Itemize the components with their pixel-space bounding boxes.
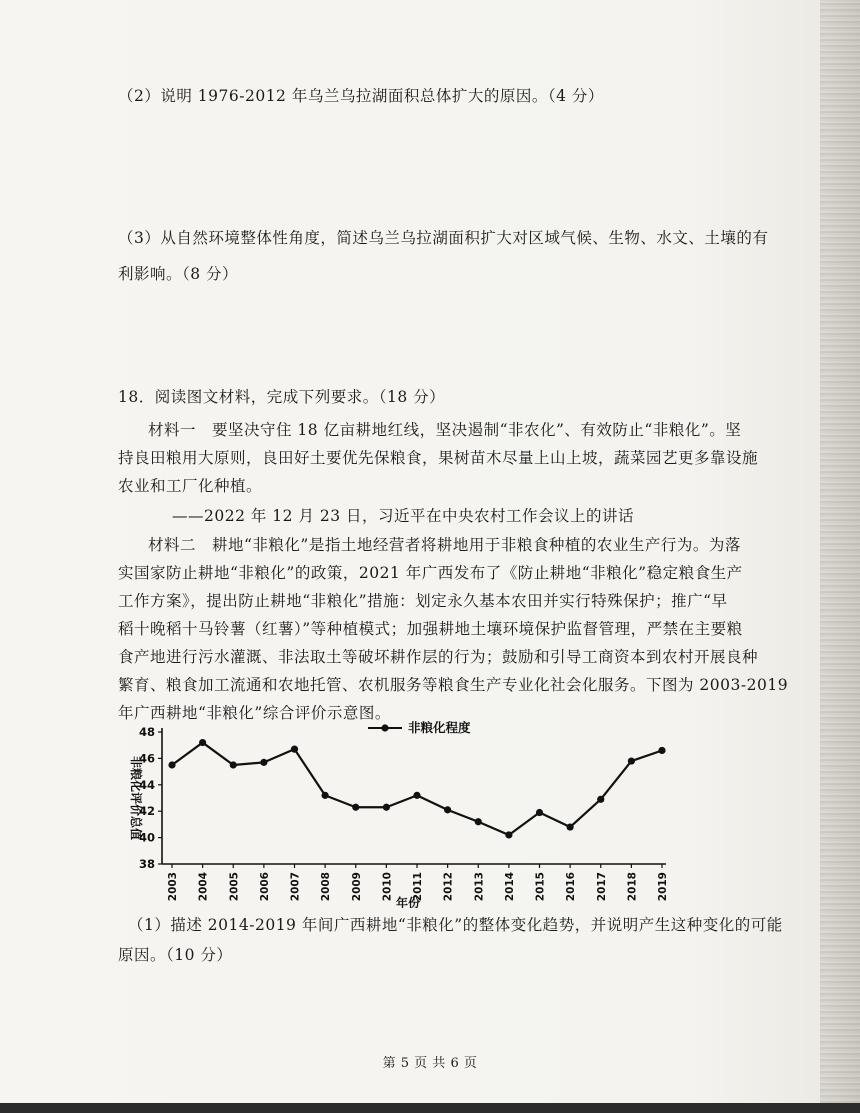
question-3-line-2: 利影响。（8 分） bbox=[118, 265, 239, 283]
data-point bbox=[597, 796, 604, 803]
y-tick-label: 42 bbox=[138, 804, 155, 819]
data-point bbox=[230, 761, 237, 768]
x-tick-label: 2008 bbox=[320, 872, 333, 902]
x-tick-label: 2003 bbox=[167, 872, 179, 902]
data-point bbox=[352, 804, 359, 811]
x-tick-label: 2005 bbox=[228, 872, 241, 902]
material-1-line-2: 持良田粮用大原则，良田好土要优先保粮食，果树苗木尽量上山上坡，蔬菜园艺更多靠设施 bbox=[118, 449, 759, 467]
x-tick-label: 2011 bbox=[412, 872, 424, 902]
material-2-line-2: 实国家防止耕地“非粮化”的政策，2021 年广西发布了《防止耕地“非粮化”稳定粮食生产 bbox=[118, 564, 743, 582]
sub-question-1-line-2: 原因。（10 分） bbox=[118, 946, 233, 964]
x-tick-label: 2010 bbox=[381, 872, 394, 902]
material-1-line-1: 材料一 要坚决守住 18 亿亩耕地红线，坚决遏制“非农化”、有效防止“非粮化”。坚 bbox=[148, 421, 742, 439]
data-point bbox=[505, 831, 512, 838]
x-tick-label: 2012 bbox=[442, 872, 455, 902]
data-point bbox=[475, 818, 482, 825]
x-tick-label: 2015 bbox=[534, 872, 547, 902]
data-point bbox=[168, 761, 175, 768]
page-footer: 第 5 页 共 6 页 bbox=[382, 1056, 478, 1071]
data-point bbox=[444, 806, 451, 813]
material-2-line-4: 稻十晚稻十马铃薯（红薯）”等种植模式；加强耕地土壤环境保护监督管理，严禁在主要粮 bbox=[118, 620, 743, 638]
material-2-line-5: 食产地进行污水灌溉、非法取土等破坏耕作层的行为；鼓励和引导工商资本到农村开展良种 bbox=[118, 648, 759, 666]
x-tick-label: 2016 bbox=[565, 872, 578, 902]
x-axis-title: 年份 bbox=[395, 896, 421, 908]
material-2-line-7: 年广西耕地“非粮化”综合评价示意图。 bbox=[118, 704, 391, 722]
data-point bbox=[567, 823, 574, 830]
question-3-line-1: （3）从自然环境整体性角度，简述乌兰乌拉湖面积扩大对区域气候、生物、水文、土壤的有 bbox=[118, 229, 769, 247]
data-point bbox=[322, 792, 329, 799]
data-point bbox=[628, 757, 635, 764]
data-point bbox=[260, 759, 267, 766]
sub-question-1-line-1: （1）描述 2014-2019 年间广西耕地“非粮化”的整体变化趋势，并说明产生这种变化的可能 bbox=[128, 916, 783, 934]
non-grain-chart bbox=[118, 718, 678, 908]
material-2-line-3: 工作方案》，提出防止耕地“非粮化”措施：划定永久基本农田并实行特殊保护；推广“早 bbox=[118, 592, 728, 610]
page-edge-shadow bbox=[820, 0, 860, 1113]
y-tick-label: 40 bbox=[138, 830, 155, 845]
data-point bbox=[536, 809, 543, 816]
y-tick-label: 44 bbox=[138, 777, 155, 792]
x-tick-label: 2014 bbox=[503, 872, 516, 902]
page-bottom-shadow bbox=[0, 1103, 860, 1113]
x-tick-label: 2018 bbox=[626, 872, 639, 902]
data-point bbox=[383, 804, 390, 811]
question-18-title: 18．阅读图文材料，完成下列要求。（18 分） bbox=[118, 388, 446, 406]
material-2-line-1: 材料二 耕地“非粮化”是指土地经营者将耕地用于非粮食种植的农业生产行为。为落 bbox=[148, 536, 741, 554]
material-1-source: ——2022 年 12 月 23 日，习近平在中央农村工作会议上的讲话 bbox=[172, 507, 635, 525]
y-axis-title: 非粮化评价总值 bbox=[129, 755, 143, 841]
x-tick-label: 2006 bbox=[258, 872, 271, 902]
y-tick-label: 38 bbox=[138, 857, 155, 871]
material-2-line-6: 繁育、粮食加工流通和农地托管、农机服务等粮食生产专业化社会化服务。下图为 2003-2019 bbox=[118, 676, 789, 694]
y-tick-label: 48 bbox=[138, 725, 155, 739]
data-point bbox=[658, 747, 665, 754]
x-tick-label: 2009 bbox=[350, 872, 363, 902]
material-1-line-3: 农业和工厂化种植。 bbox=[118, 477, 263, 495]
legend-marker bbox=[381, 724, 388, 731]
x-tick-label: 2013 bbox=[473, 872, 486, 902]
data-point bbox=[291, 746, 298, 753]
data-point bbox=[413, 792, 420, 799]
x-tick-label: 2004 bbox=[197, 872, 210, 902]
x-tick-label: 2007 bbox=[289, 872, 302, 902]
legend-label: 非粮化程度 bbox=[408, 720, 471, 735]
y-tick-label: 46 bbox=[138, 751, 155, 766]
data-point bbox=[199, 739, 206, 746]
series-line bbox=[172, 743, 662, 835]
x-tick-label: 2019 bbox=[657, 872, 669, 902]
question-2: （2）说明 1976-2012 年乌兰乌拉湖面积总体扩大的原因。（4 分） bbox=[118, 87, 604, 105]
x-tick-label: 2017 bbox=[595, 872, 608, 902]
